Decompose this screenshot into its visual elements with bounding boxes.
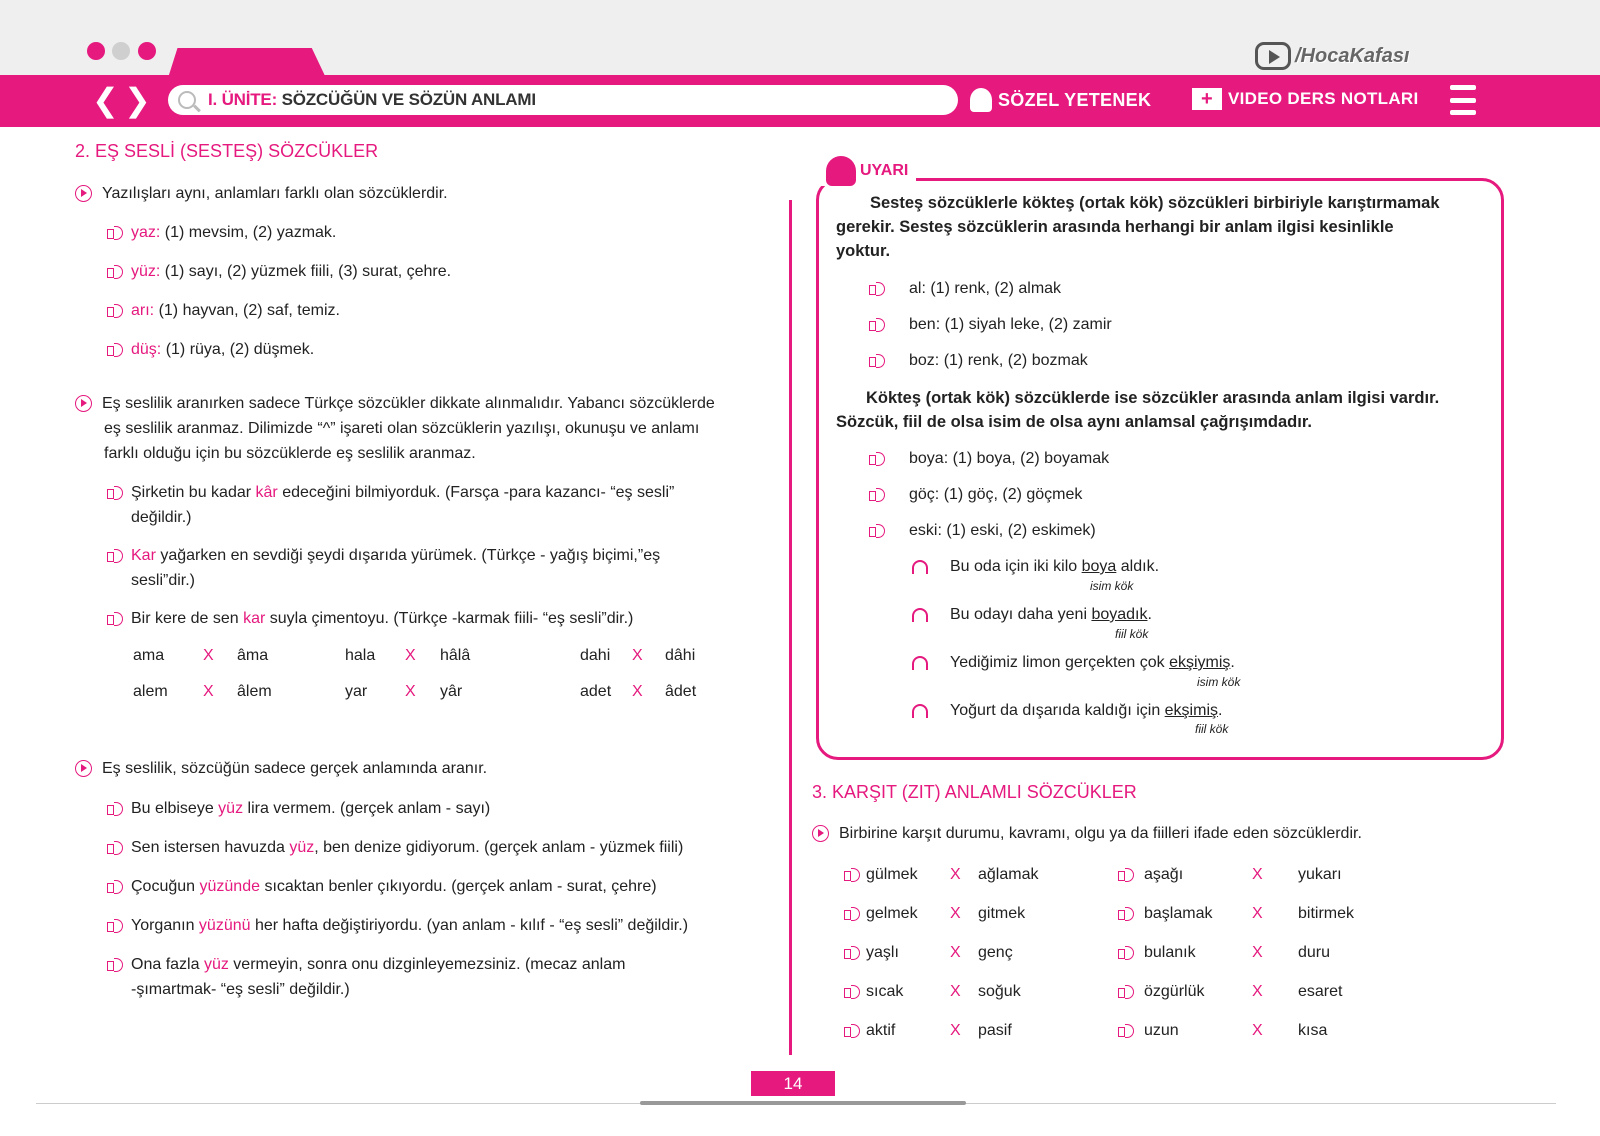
example-word: yüz [218,800,244,817]
antonym-word: gitmek [978,905,1026,922]
speaker-icon[interactable] [1118,862,1136,887]
paragraph-foreign-words [75,391,715,466]
antonym-word: yukarı [1298,866,1342,883]
speaker-icon[interactable] [844,940,862,965]
example-word: yaz: [131,224,161,241]
example-item [107,874,657,899]
root-note: isim kök [1090,579,1134,593]
pair-word: hala [345,647,376,664]
horizontal-scrollbar[interactable] [640,1101,966,1105]
search-bar[interactable] [168,85,958,115]
sestes-example [869,348,1088,373]
antonym-word: özgürlük [1144,983,1205,1000]
paragraph-line: Kökteş (ortak kök) sözcüklerde ise sözcükler arasında anlam ilgisi vardır. [866,389,1440,407]
speaker-icon[interactable] [107,264,125,280]
play-bullet-icon[interactable] [75,185,92,202]
koktes-example [869,518,1096,543]
play-bullet-icon[interactable] [75,760,92,777]
example-word: yüz: [131,263,161,280]
example-item [107,796,490,821]
sentence-text: . [1147,606,1152,623]
paragraph-line: Sesteş sözcüklerle kökteş (ortak kök) sözcükleri birbiriyle karıştırmamak [870,194,1440,212]
example-text: -şımartmak- “eş sesli” değildir.) [131,981,350,998]
sestes-example [869,312,1112,337]
pair-word: dâhi [665,647,696,664]
example-word: yüzünü [198,917,251,934]
window-dot-minimize[interactable] [112,42,130,60]
antonym-word: ağlamak [978,866,1039,883]
nav-video-notes[interactable] [1192,88,1419,110]
speaker-icon[interactable] [1118,1018,1136,1043]
example-item [107,835,683,860]
paragraph-karsit-definition [812,821,1362,846]
antonym-x: X [1252,905,1263,922]
antonym-word: duru [1298,944,1331,961]
brand-logo [1255,42,1410,70]
antonym-word: esaret [1298,983,1343,1000]
example-text: sesli”dir.) [131,572,196,589]
antonym-word: uzun [1144,1022,1179,1039]
antonym-word: bulanık [1144,944,1196,961]
example-word: yüz [203,956,229,973]
speaker-icon[interactable] [107,485,125,501]
headphone-sentence [912,698,1222,723]
example-text: vermeyin, sonra onu dizginleyemezsiniz. (mecaz anlam [228,956,626,973]
antonym-word: pasif [978,1022,1012,1039]
pair-x: X [632,647,643,664]
speaker-icon[interactable] [869,523,887,539]
paragraph-line: farklı olduğu için bu sözcüklerde eş seslilik aranmaz. [104,445,476,462]
window-dot-maximize[interactable] [138,42,156,60]
nav-sozel-label: SÖZEL YETENEK [998,89,1152,110]
antonym-word: gelmek [866,905,918,922]
pair-x: X [203,647,214,664]
example-item [107,543,660,593]
active-tab[interactable] [168,48,326,78]
example-text: ben: (1) siyah leke, (2) zamir [909,316,1112,333]
section-title-karsit: 3. KARŞIT (ZIT) ANLAMLI SÖZCÜKLER [812,782,1137,802]
example-text: (1) mevsim, (2) yazmak. [160,224,337,241]
antonym-x: X [950,905,961,922]
paragraph-real-meaning [75,756,487,781]
sentence-text: . [1230,654,1235,671]
example-text: göç: (1) göç, (2) göçmek [909,486,1083,503]
antonym-x: X [950,1022,961,1039]
warning-paragraph-2 [836,386,1439,434]
antonym-x: X [950,944,961,961]
sentence-word: ekşiymiş [1169,654,1231,671]
example-text: Yorganın [131,917,199,934]
paragraph-line: yoktur. [836,242,891,260]
brand-text: /HocaKafası [1295,44,1410,67]
speaker-icon[interactable] [844,979,862,1004]
pair-word: hâlâ [440,647,471,664]
pair-word: yar [345,683,368,700]
speaker-icon[interactable] [844,862,862,887]
antonym-x: X [950,983,961,1000]
example-word: Kar [131,547,156,564]
speaker-icon[interactable] [107,801,125,817]
root-note: fiil kök [1115,627,1149,641]
koktes-example [869,482,1082,507]
antonym-word: kısa [1298,1022,1328,1039]
speaker-icon[interactable] [844,1018,862,1043]
speaker-icon[interactable] [869,317,887,333]
speaker-icon[interactable] [107,840,125,856]
pair-x: X [632,683,643,700]
forward-arrow-icon[interactable]: ❯ [124,82,151,118]
example-item [107,298,340,323]
video-plus-icon: + [1192,88,1222,110]
unit-label: I. ÜNİTE: [208,90,278,109]
example-word: arı: [131,302,155,319]
sentence-text: Bu oda için iki kilo [950,558,1082,575]
antonym-word: başlamak [1144,905,1213,922]
antonym-x: X [1252,944,1263,961]
back-arrow-icon[interactable]: ❮ [92,82,119,118]
root-note: isim kök [1197,675,1241,689]
bell-icon [970,88,992,112]
headphone-sentence [912,650,1235,675]
paragraph-line: gerekir. Sesteş sözcüklerin arasında herhangi bir anlam ilgisi kesinlikle [836,218,1394,236]
warning-title-text: UYARI [860,162,909,179]
paragraph-line: eş seslilik aranmaz. Dilimizde “^” işareti olan sözcüklerin yazılışı, okunuşu ve anlamı [104,420,700,437]
antonym-word: bitirmek [1298,905,1355,922]
example-item [107,337,314,362]
sentence-text: Yoğurt da dışarıda kaldığı için [950,702,1165,719]
nav-bar [0,75,1600,127]
speaker-icon[interactable] [1118,901,1136,926]
example-text: her hafta değiştiriyordu. (yan anlam - kılıf - “eş sesli” değildir.) [250,917,689,934]
speaker-icon[interactable] [107,225,125,241]
sentence-word: boya [1081,558,1117,575]
column-divider [789,200,792,1055]
antonym-word: yaşlı [866,944,899,961]
speaker-icon[interactable] [107,611,125,627]
antonym-x: X [1252,1022,1263,1039]
alarm-bell-icon [826,156,856,186]
speaker-icon[interactable] [1118,940,1136,965]
antonym-x: X [950,866,961,883]
headphone-icon[interactable] [912,656,928,670]
pair-x: X [405,683,416,700]
headphone-icon[interactable] [912,560,928,574]
nav-video-label: VIDEO DERS NOTLARI [1228,89,1419,108]
speaker-icon[interactable] [107,548,125,564]
example-text: suyla çimentoyu. (Türkçe -karmak fiili- “eş sesli”dir.) [265,610,634,627]
example-text: (1) rüya, (2) düşmek. [161,341,315,358]
antonym-word: aktif [866,1022,896,1039]
example-word: düş: [131,341,162,358]
example-text: Sen istersen havuzda [131,839,290,856]
nav-sozel-yetenek[interactable] [970,88,1151,112]
search-text [208,90,536,110]
pair-word: yâr [440,683,463,700]
example-item [107,259,451,284]
sentence-text: Yediğimiz limon gerçekten çok [950,654,1170,671]
headphone-icon[interactable] [912,704,928,718]
sentence-text: aldık. [1116,558,1160,575]
paragraph-text: Eş seslilik, sözcüğün sadece gerçek anlamında aranır. [102,760,488,777]
pair-word: alem [133,683,168,700]
speaker-icon[interactable] [107,342,125,358]
paragraph-definition [75,181,448,206]
example-word: kar [243,610,266,627]
youtube-play-icon [1255,42,1291,70]
example-text: boya: (1) boya, (2) boyamak [909,450,1110,467]
example-text: Bu elbiseye [131,800,219,817]
example-item [107,480,674,530]
sentence-word: boyadık [1091,606,1148,623]
headphone-sentence [912,554,1159,579]
menu-icon[interactable] [1450,85,1476,115]
speaker-icon[interactable] [844,901,862,926]
speaker-icon[interactable] [869,281,887,297]
unit-title: SÖZCÜĞÜN VE SÖZÜN ANLAMI [281,90,536,109]
section-title-es-sesli: 2. EŞ SESLİ (SESTEŞ) SÖZCÜKLER [75,141,379,161]
example-text: (1) sayı, (2) yüzmek fiili, (3) surat, çehre. [160,263,452,280]
antonym-word: gülmek [866,866,918,883]
example-text: Ona fazla [131,956,204,973]
example-item [107,952,625,1002]
sentence-text: . [1218,702,1223,719]
speaker-icon[interactable] [869,353,887,369]
example-text: (1) hayvan, (2) saf, temiz. [154,302,340,319]
warning-paragraph-1 [836,191,1440,263]
definition-text: Yazılışları aynı, anlamları farklı olan sözcüklerdir. [102,185,448,202]
example-text: Çocuğun [131,878,200,895]
search-icon [178,91,196,109]
window-dot-close[interactable] [87,42,105,60]
pair-x: X [405,647,416,664]
root-note: fiil kök [1195,722,1229,736]
example-item [107,913,688,938]
example-item [107,606,633,631]
play-bullet-icon[interactable] [812,825,829,842]
paragraph-line: Sözcük, fiil de olsa isim de olsa aynı anlamsal çağrışımdadır. [836,413,1312,431]
example-item [107,220,336,245]
example-text: al: (1) renk, (2) almak [909,280,1062,297]
speaker-icon[interactable] [869,451,887,467]
headphone-sentence [912,602,1152,627]
speaker-icon[interactable] [869,487,887,503]
sentence-text: Bu odayı daha yeni [950,606,1092,623]
sestes-example [869,276,1061,301]
koktes-example [869,446,1109,471]
warning-title [818,156,916,186]
speaker-icon[interactable] [107,879,125,895]
example-text: Bir kere de sen [131,610,244,627]
play-bullet-icon[interactable] [75,395,92,412]
speaker-icon[interactable] [107,303,125,319]
speaker-icon[interactable] [107,918,125,934]
page-number: 14 [751,1071,835,1096]
example-text: Şirketin bu kadar [131,484,256,501]
example-text: boz: (1) renk, (2) bozmak [909,352,1088,369]
speaker-icon[interactable] [107,957,125,973]
antonym-word: soğuk [978,983,1021,1000]
pair-word: ama [133,647,165,664]
pair-word: dahi [580,647,611,664]
speaker-icon[interactable] [1118,979,1136,1004]
example-text: edeceğini bilmiyorduk. (Farsça -para kazancı- “eş sesli” [277,484,675,501]
antonym-word: sıcak [866,983,904,1000]
pair-x: X [203,683,214,700]
headphone-icon[interactable] [912,608,928,622]
pair-word: âdet [665,683,697,700]
antonym-word: genç [978,944,1013,961]
example-text: yağarken en sevdiği şeydi dışarıda yürümek. (Türkçe - yağış biçimi,”eş [155,547,661,564]
paragraph-line: Eş seslilik aranırken sadece Türkçe sözcükler dikkate alınmalıdır. Yabancı sözcüklerde [102,395,715,412]
definition-text: Birbirine karşıt durumu, kavramı, olgu ya da fiilleri ifade eden sözcüklerdir. [839,825,1362,842]
example-text: eski: (1) eski, (2) eskimek) [909,522,1096,539]
example-word: yüz [289,839,315,856]
sentence-word: ekşimiş [1164,702,1218,719]
example-word: kâr [255,484,278,501]
example-text: sıcaktan benler çıkıyordu. (gerçek anlam - surat, çehre) [260,878,657,895]
pair-word: âma [237,647,269,664]
antonym-x: X [1252,983,1263,1000]
antonym-x: X [1252,866,1263,883]
pair-word: adet [580,683,612,700]
example-text: , ben denize gidiyorum. (gerçek anlam - yüzmek fiili) [314,839,684,856]
example-text: değildir.) [131,509,192,526]
example-word: yüzünde [199,878,260,895]
antonym-word: aşağı [1144,866,1184,883]
example-text: lira vermem. (gerçek anlam - sayı) [243,800,491,817]
pair-word: âlem [237,683,272,700]
